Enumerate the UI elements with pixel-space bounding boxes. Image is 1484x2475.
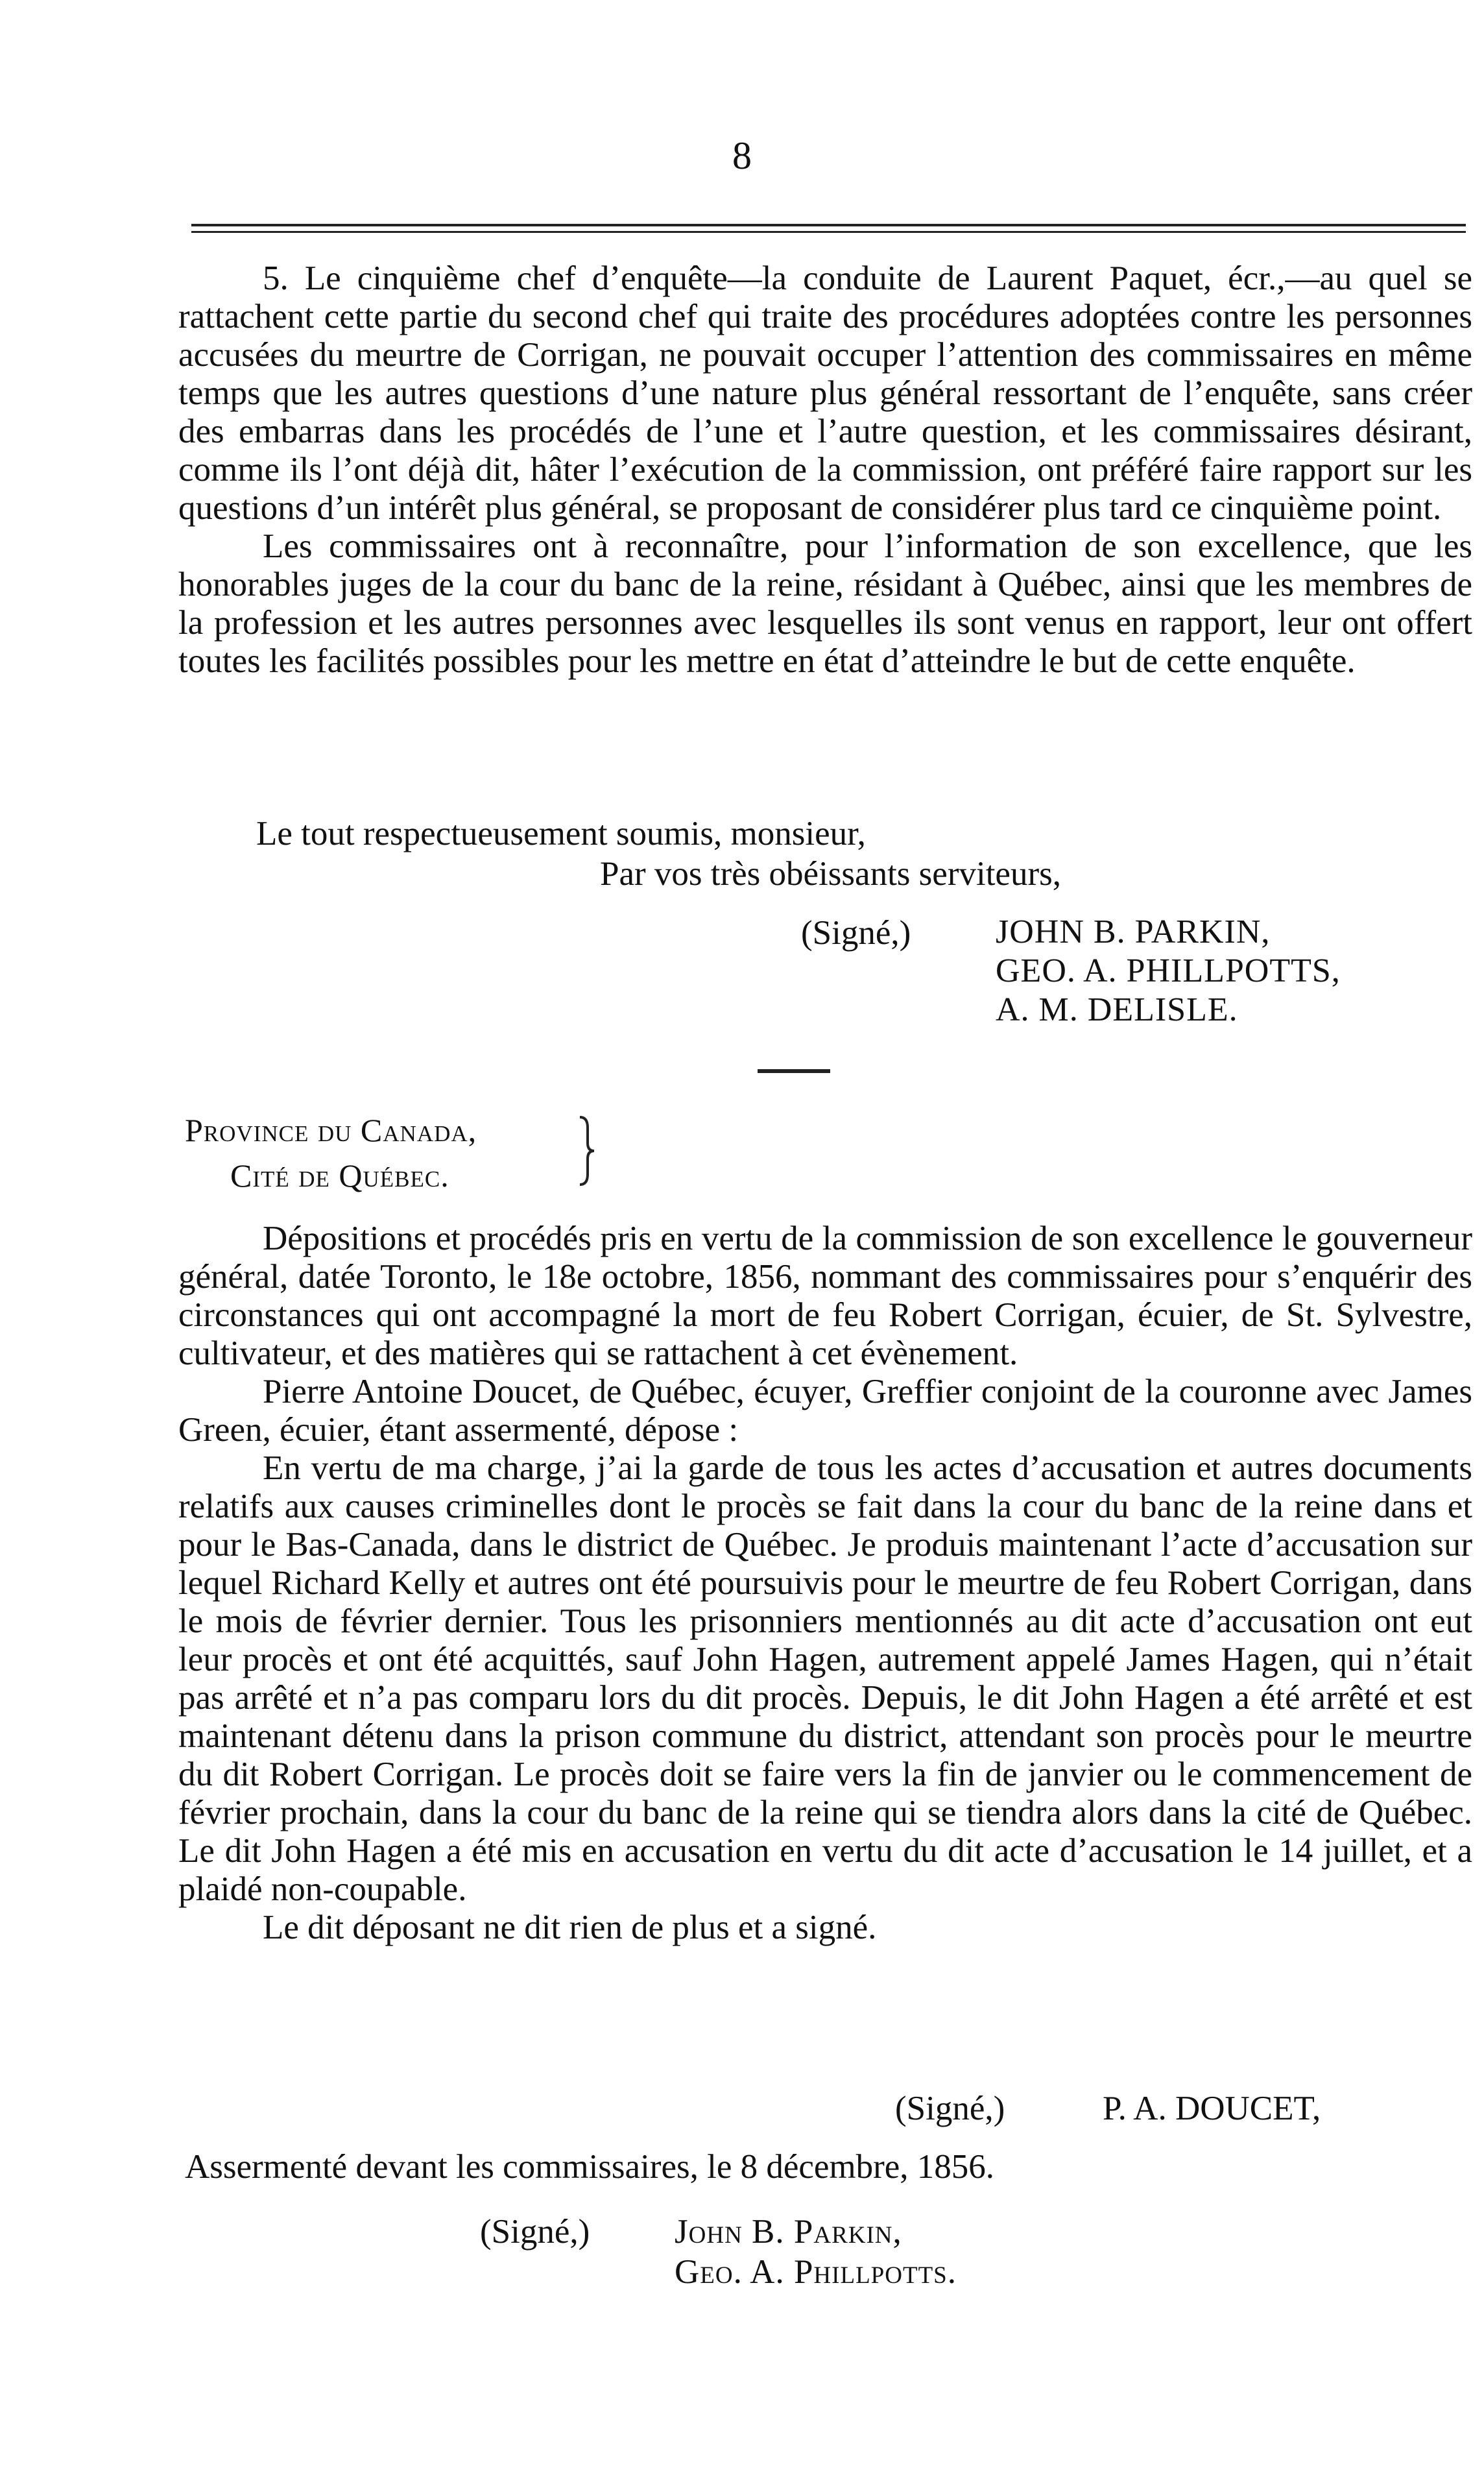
heading-province: Province du Canada, [185, 1112, 477, 1148]
closing-signed-label: (Signé,) [801, 914, 911, 952]
deposition-signed-label: (Signé,) [895, 2090, 1005, 2127]
section-five-paragraph: 5. Le cinquième chef d’enquête—la conduite de Laurent Paquet, écr.,—au quel se rattachent cette partie du second chef qui traite des procédures adoptées contre les personnes accusées du meurtre de Corrigan, ne pouvait occuper l’attention des commissaires en même temps que les autres questions d’une nature plus général ressortant de l’enquête, sans créer des embarras dans les procédés de l’une et l’autre question, et les commissaires désirant, comme ils l’ont déjà dit, hâter l’exécution de la commission, ont préféré faire rapport sur les questions d’un intérêt plus général, se proposant de considérer plus tard ce cinquième point. [178, 260, 1472, 527]
deposition-intro: Dépositions et procédés pris en vertu de la commission de son excellence le gouverneur général, datée Toronto, le 18e octobre, 1856, nommant des commissaires pour s’enquérir des circonstances qui ont accompagné la mort de feu Robert Corrigan, écuier, de St. Sylvestre, cultivateur, et des matières qui se rattachent à cet évènement. [178, 1220, 1472, 1372]
deposition-closing: Le dit déposant ne dit rien de plus et a signé. [263, 1909, 877, 1946]
section-divider [758, 1069, 830, 1073]
closing-signatory-2: GEO. A. PHILLPOTTS, [996, 952, 1341, 989]
commissioners-signed-label: (Signé,) [480, 2213, 590, 2251]
commissioner-2: Geo. A. Phillpotts. [675, 2253, 957, 2291]
closing-signatory-3: A. M. DELISLE. [996, 991, 1238, 1028]
commissioner-1: John B. Parkin, [675, 2213, 902, 2251]
deposition-witness: Pierre Antoine Doucet, de Québec, écuyer, Greffier conjoint de la couronne avec James Green, écuier, étant assermenté, dépose : [178, 1373, 1472, 1449]
deposition [178, 1220, 1472, 1947]
closing-line-2: Par vos très obéissants serviteurs, [600, 855, 1061, 893]
deposition-signature: P. A. DOUCET, [1103, 2090, 1321, 2127]
closing-signatory-1: JOHN B. PARKIN, [996, 913, 1271, 950]
closing-line-1: Le tout respectueusement soumis, monsieur, [256, 815, 866, 852]
page-number: 8 [732, 134, 752, 177]
section-five [178, 260, 1472, 681]
header-double-rule [191, 224, 1466, 233]
heading-brace [576, 1115, 595, 1187]
acknowledgement-paragraph: Les commissaires ont à reconnaître, pour l’information de son excellence, que les honorables juges de la cour du banc de la reine, résidant à Québec, ainsi que les membres de la profession et les autres personnes avec lesquelles ils sont venus en rapport, leur ont offert toutes les facilités possibles pour les mettre en état d’atteindre le but de cette enquête. [178, 527, 1472, 680]
heading-city: Cité de Québec. [230, 1157, 449, 1194]
sworn-statement: Assermenté devant les commissaires, le 8 décembre, 1856. [185, 2148, 995, 2186]
deposition-testimony: En vertu de ma charge, j’ai la garde de tous les actes d’accusation et autres documents relatifs aux causes criminelles dont le procès se fait dans la cour du banc de la reine dans et pour le Bas-Canada, dans le district de Québec. Je produis maintenant l’acte d’accusation sur lequel Richard Kelly et autres ont été poursuivis pour le meurtre de feu Robert Corrigan, dans le mois de février dernier. Tous les prisonniers mentionnés au dit acte d’accusation ont eut leur procès et ont été acquittés, sauf John Hagen, autrement appelé James Hagen, qui n’était pas arrêté et n’a pas comparu lors du dit procès. Depuis, le dit John Hagen a été arrêté et est maintenant détenu dans la prison commune du district, attendant son procès pour le meurtre du dit Robert Corrigan. Le procès doit se faire vers la fin de janvier ou le commencement de février prochain, dans la cour du banc de la reine qui se tiendra alors dans la cité de Québec. Le dit John Hagen a été mis en accusation en vertu du dit acte d’accusation le 14 juillet, et a plaidé non-coupable. [178, 1449, 1472, 1908]
